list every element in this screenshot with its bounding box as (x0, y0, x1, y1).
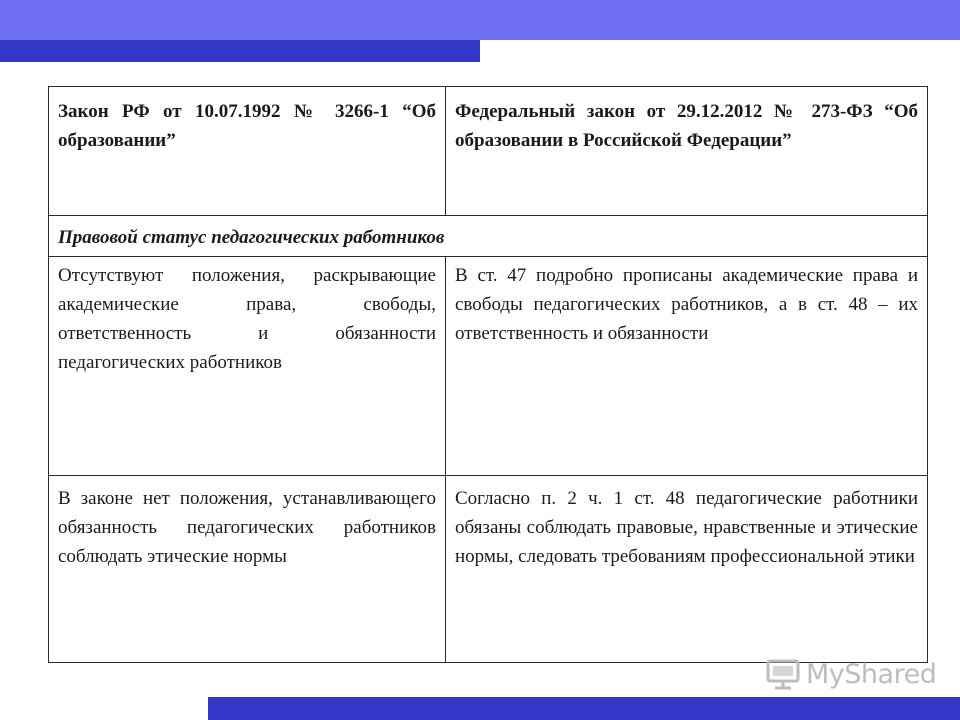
row2-old-law-cell (49, 476, 446, 663)
watermark-text: MyShared (806, 658, 937, 690)
row1-new-law-text: В ст. 47 подробно прописаны академические права и свободы педагогических работников, а в ст. 48 – их ответственность и обязанности (455, 265, 918, 344)
section-title-cell (49, 216, 928, 257)
row2-new-law-text: Согласно п. 2 ч. 1 ст. 48 педагогические работники обязаны соблюдать правовые, нравственные и этические нормы, следовать требованиям профессиональной этики (455, 488, 918, 567)
row2-old-law-text: В законе нет положения, устанавливающего обязанность педагогических работников соблюдать этические нормы (58, 488, 436, 567)
presentation-screen-icon (766, 658, 800, 690)
row1-new-law-cell (446, 257, 928, 476)
watermark (766, 656, 936, 692)
section-title: Правовой статус педагогических работников (58, 227, 445, 248)
table-row (49, 476, 928, 663)
row1-old-law-cell (49, 257, 446, 476)
header-old-law-text: Закон РФ от 10.07.1992 № 3266-1 “Об образовании” (58, 101, 436, 151)
comparison-table (48, 86, 928, 663)
row1-old-law-text: Отсутствуют положения, раскрывающие академические права, свободы, ответственность и обязанности педагогических работников (58, 265, 436, 373)
section-row (49, 216, 928, 257)
bottom-decor-bar (208, 697, 960, 720)
table-row (49, 257, 928, 476)
top-decor-bar-dark (0, 40, 480, 62)
top-decor-bar-light (0, 0, 960, 40)
header-cell-old-law (49, 87, 446, 216)
row2-new-law-cell (446, 476, 928, 663)
table-header-row (49, 87, 928, 216)
header-cell-new-law (446, 87, 928, 216)
header-new-law-text: Федеральный закон от 29.12.2012 № 273-ФЗ “Об образовании в Российской Федерации” (455, 101, 918, 151)
